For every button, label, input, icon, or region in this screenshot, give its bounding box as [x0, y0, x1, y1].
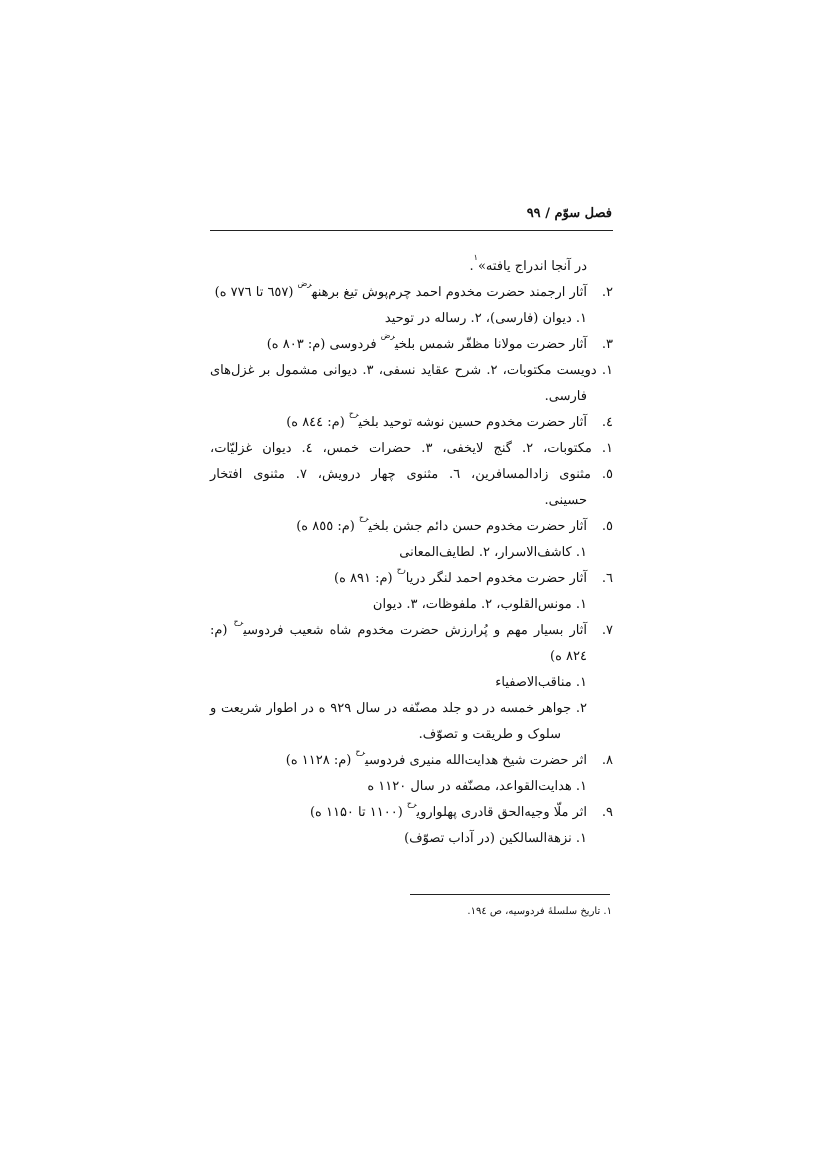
item-number: ٤.: [601, 415, 613, 430]
item-heading: آثار حضرت مخدوم حسین نوشه توحید بلخی: [358, 415, 587, 430]
item-heading: آثار بسیار مهم و پُرارزش حضرت مخدوم شاه شعیب فردوسی: [243, 623, 587, 638]
running-header: فصل سوّم / ۹۹: [526, 206, 612, 221]
honorific: رح: [396, 565, 406, 574]
item-heading: آثار حضرت مخدوم حسن دائم جشن بلخی: [368, 519, 587, 534]
list-item: ٥. آثار حضرت مخدوم حسن دائم جشن بلخی$^{رح}$ (م: ٨٥٥ ه): [210, 514, 613, 540]
honorific: رح: [406, 799, 417, 808]
item-number: ۲.: [601, 285, 613, 300]
item-line: ۱. دویست مکتوبات، ۲. شرح عقاید نسفی، ۳. دیوانی مشمول بر غزل‌های: [210, 363, 613, 378]
list-item: ۳. آثار حضرت مولانا مظفّر شمس بلخی$^{رض}$ فردوسی (م: ۸۰۳ ه): [210, 332, 613, 358]
item-heading: اثر حضرت شیخ هدایت‌الله منیری فردوسی: [365, 753, 587, 768]
footnote-marker[interactable]: ۱: [473, 253, 478, 262]
item-line: ۱. نزهةالسالکین (در آداب تصوّف): [404, 831, 587, 846]
item-line: ۱. مکتوبات، ۲. گنج لایخفی، ۳. حضرات خمس، ٤. دیوان غزلیّات،: [210, 441, 613, 456]
item-line: ٥. مثنوی زادالمسافرین، ٦. مثنوی چهار درویش، ٧. مثنوی افتخار: [210, 467, 613, 482]
item-line: ۱. هدایت‌القواعد، مصنّفه در سال ۱۱۲۰ ه: [367, 779, 587, 794]
item-number: ۳.: [601, 337, 613, 352]
header-divider: [210, 230, 613, 231]
item-line: ۲. جواهر خمسه در دو جلد مصنّفه در سال ۹۲۹ ه در اطوار شریعت و: [210, 701, 587, 716]
list-item: ٦. آثار حضرت مخدوم احمد لنگر دریا$^{رح}$ (م: ۸۹۱ ه): [210, 566, 613, 592]
honorific: رح: [355, 747, 366, 756]
item-line: سلوک و طریقت و تصوّف.: [418, 727, 561, 742]
honorific: رح: [358, 513, 369, 522]
item-number: ٧.: [601, 623, 613, 638]
item-number: ۹.: [601, 805, 613, 820]
honorific: رض: [380, 331, 395, 340]
item-line: فارسی.: [544, 389, 587, 404]
item-heading: آثار حضرت مخدوم احمد لنگر دریا: [405, 571, 587, 586]
honorific: رض: [297, 279, 312, 288]
intro-line: در آنجا اندراج یافته»$^۱$.: [469, 253, 587, 274]
item-line: ۱. کاشف‌الاسرار، ۲. لطایف‌المعانی: [399, 545, 587, 560]
list-item: ۹. اثر ملّا وجیه‌الحق قادری پهلواروی$^{رح}$ (۱۱۰۰ تا ۱۱۵۰ ه): [210, 800, 613, 826]
list-item: ۲. آثار ارجمند حضرت مخدوم احمد چرم‌پوش تیغ برهنه$^{رض}$ (٦٥٧ تا ٧٧٦ ه): [210, 280, 613, 306]
item-line: ۱. دیوان (فارسی)، ۲. رساله در توحید: [384, 311, 587, 326]
honorific: رح: [348, 409, 359, 418]
item-heading: آثار ارجمند حضرت مخدوم احمد چرم‌پوش تیغ برهنه: [311, 285, 587, 300]
list-item: ٤. آثار حضرت مخدوم حسین نوشه توحید بلخی$^{رح}$ (م: ٨٤٤ ه): [210, 410, 613, 436]
item-number: ۸.: [601, 753, 613, 768]
list-item: ۸. اثر حضرت شیخ هدایت‌الله منیری فردوسی$^{رح}$ (م: ۱۱۲۸ ه): [210, 748, 613, 774]
item-number: ٥.: [601, 519, 613, 534]
item-heading-cont: ٨٢٤ ه): [550, 649, 587, 664]
item-line: ۱. مونس‌القلوب، ۲. ملفوظات، ۳. دیوان: [372, 597, 587, 612]
list-item: ٧. آثار بسیار مهم و پُرارزش حضرت مخدوم شاه شعیب فردوسی$^{رح}$ (م:: [210, 618, 613, 644]
item-heading: اثر ملّا وجیه‌الحق قادری پهلواروی: [416, 805, 587, 820]
body-text: [210, 254, 613, 852]
item-line: ۱. مناقب‌الاصفیاء: [495, 675, 587, 690]
item-line: حسینی.: [544, 493, 587, 508]
honorific: رح: [233, 617, 244, 626]
footnote-divider: [410, 894, 610, 895]
item-heading: آثار حضرت مولانا مظفّر شمس بلخی: [394, 337, 587, 352]
footnote: ۱. تاریخ سلسلهٔ فردوسیه، ص ١٩٤.: [467, 906, 612, 917]
item-number: ٦.: [601, 571, 613, 586]
